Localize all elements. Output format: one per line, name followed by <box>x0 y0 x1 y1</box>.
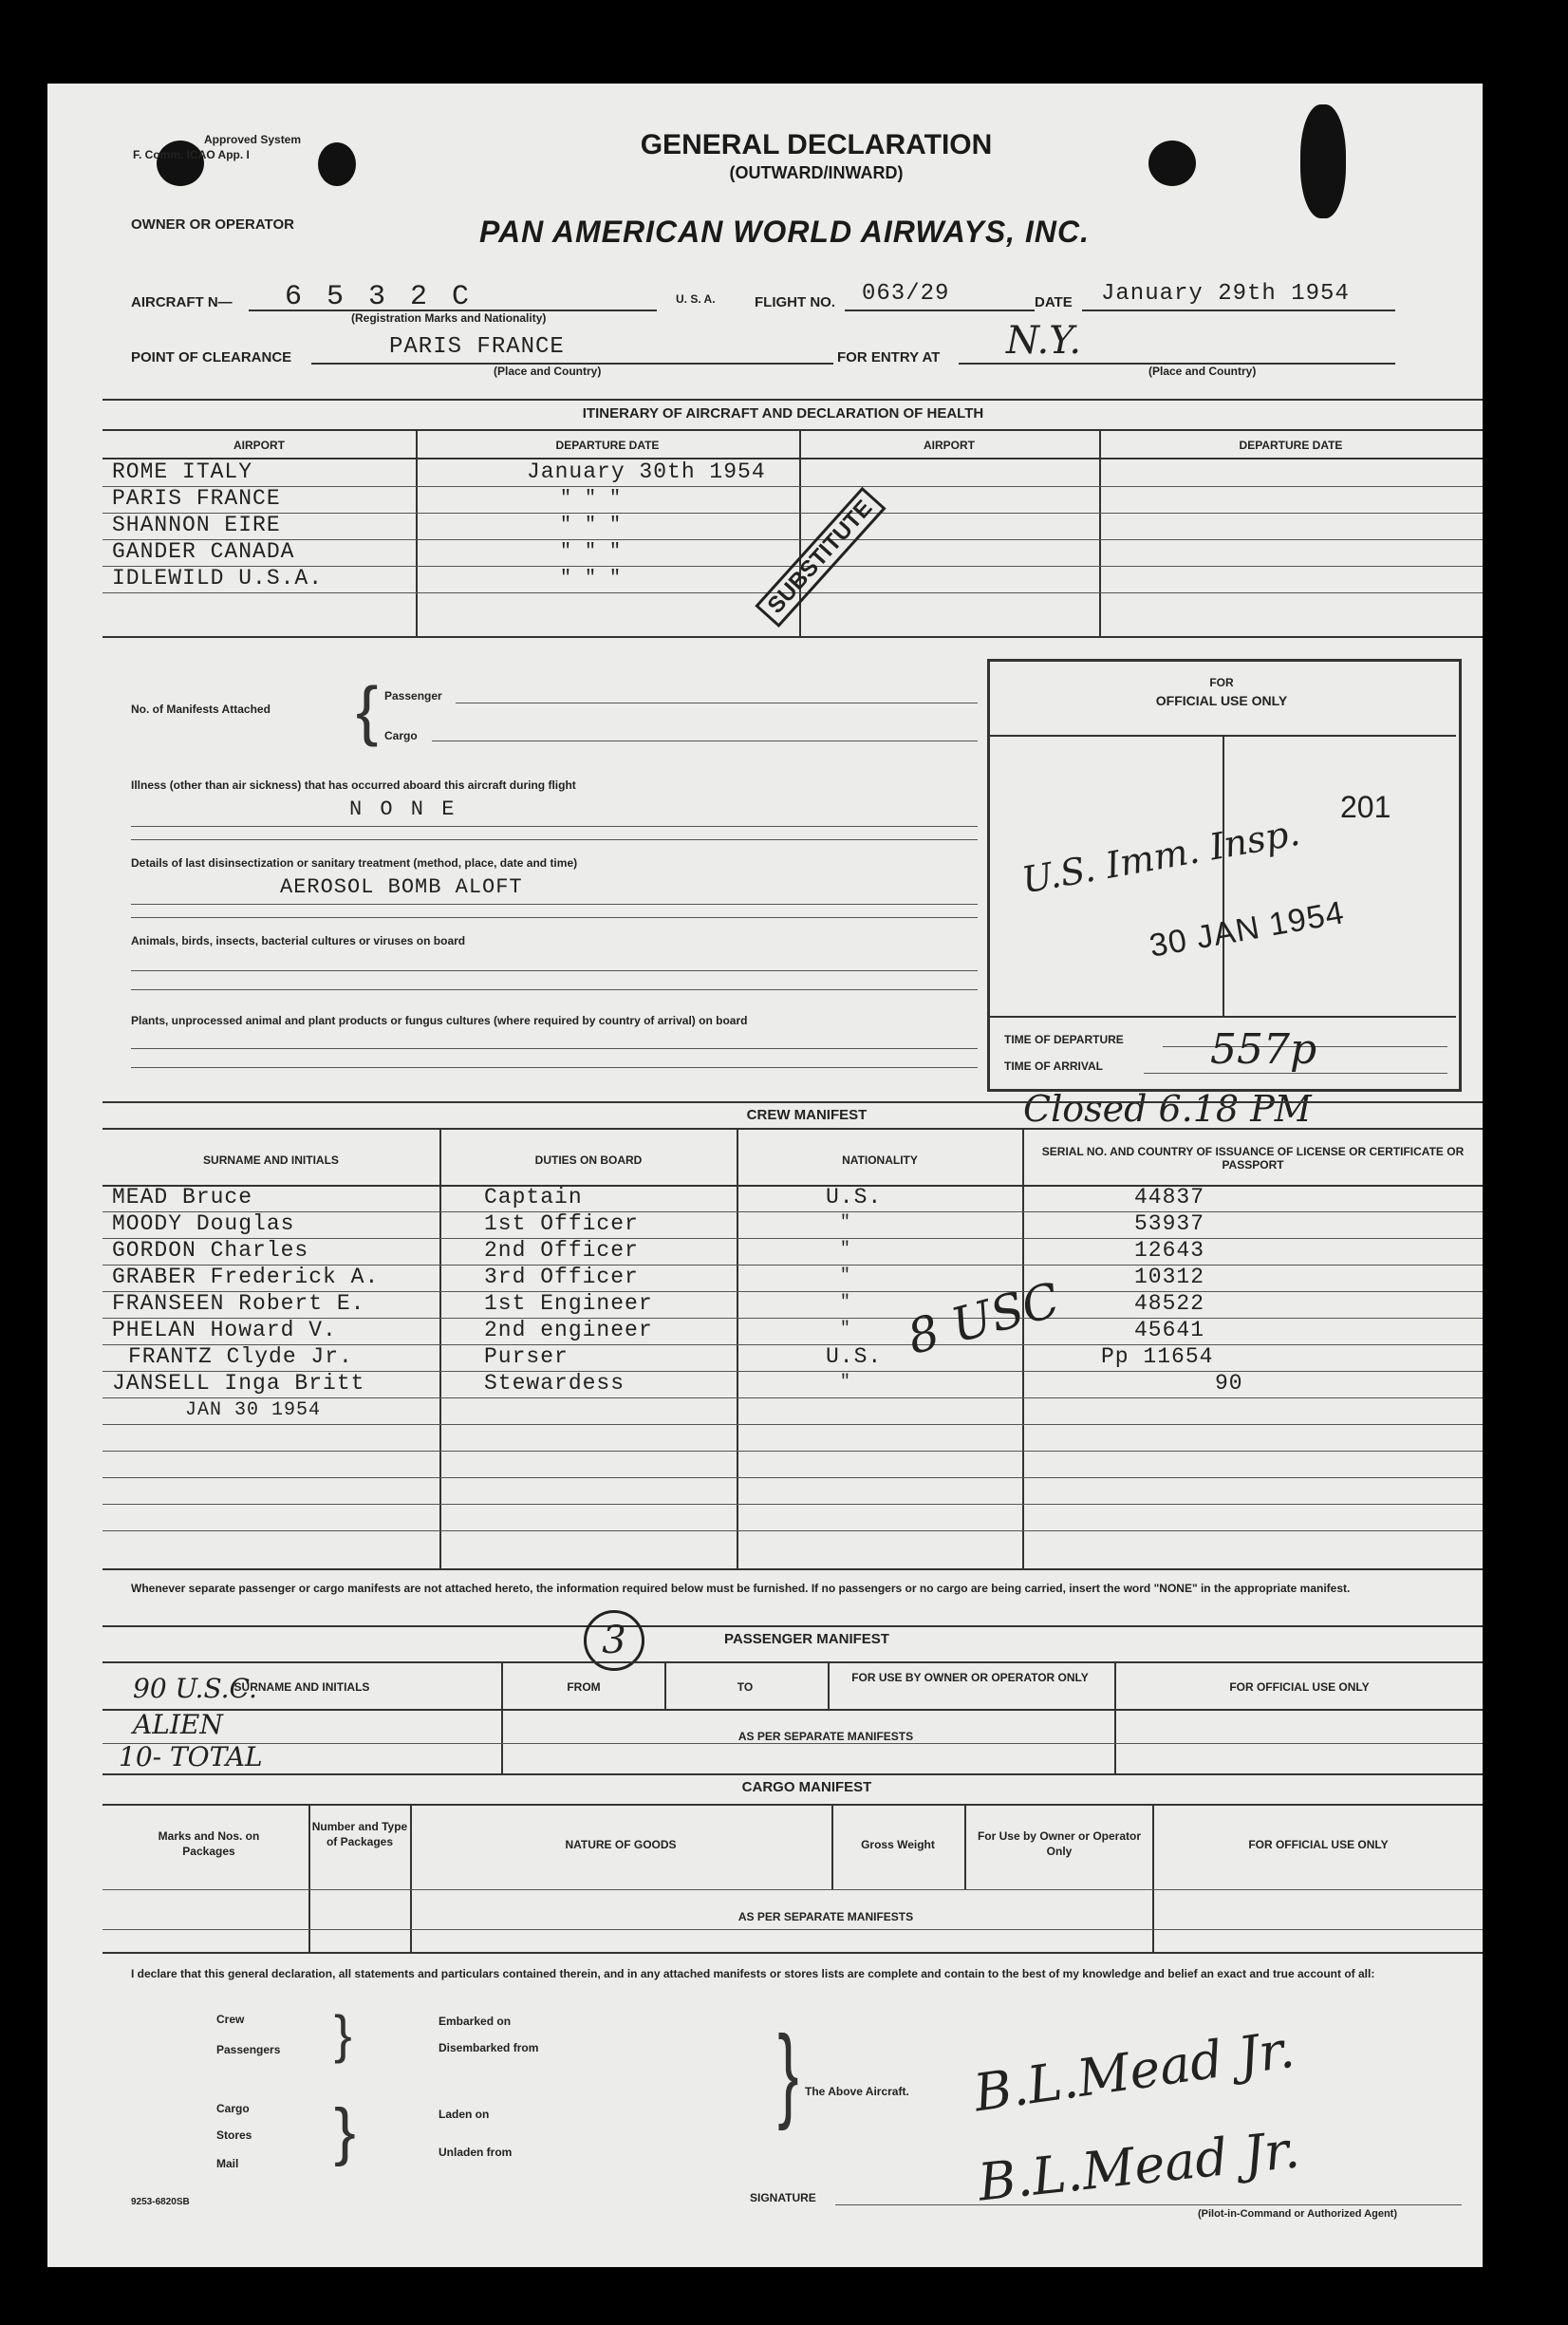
itinerary-col-date-1: DEPARTURE DATE <box>555 439 660 452</box>
crew-name-7: FRANTZ Clyde Jr. <box>128 1344 353 1369</box>
usa-label: U. S. A. <box>676 292 716 306</box>
declaration-laden: Laden on <box>439 2108 490 2121</box>
binder-hole-mid <box>318 142 356 186</box>
date-value: January 29th 1954 <box>1101 281 1350 307</box>
passenger-col-surname: SURNAME AND INITIALS <box>233 1680 370 1694</box>
crew-nationality-8: " <box>840 1373 851 1392</box>
passenger-hand-line-2: ALIEN <box>133 1709 223 1740</box>
crew-duty-2: 1st Officer <box>484 1211 639 1236</box>
declaration-stores: Stores <box>216 2128 252 2142</box>
passenger-hand-line-1: 90 U.S.C. <box>133 1673 257 1704</box>
declaration-cargo: Cargo <box>216 2102 250 2115</box>
official-number: 201 <box>1340 790 1391 824</box>
passenger-circled-count: 3 <box>584 1610 644 1671</box>
crew-name-6: PHELAN Howard V. <box>112 1318 337 1342</box>
crew-nationality-7: U.S. <box>826 1344 883 1369</box>
cargo-col-marks: Marks and Nos. on Packages <box>158 1829 260 1858</box>
cargo-col-goods: NATURE OF GOODS <box>565 1838 677 1851</box>
crew-duty-5: 1st Engineer <box>484 1291 653 1316</box>
entry-caption: (Place and Country) <box>1148 365 1257 378</box>
signature-label: SIGNATURE <box>750 2191 816 2204</box>
binder-hole-right <box>1148 141 1196 186</box>
itinerary-date-3: " " " <box>560 515 623 536</box>
crew-duty-1: Captain <box>484 1185 583 1209</box>
itinerary-date-5: " " " <box>560 568 623 590</box>
declaration-above-aircraft: The Above Aircraft. <box>805 2085 909 2098</box>
cargo-col-official-use: FOR OFFICIAL USE ONLY <box>1248 1838 1389 1851</box>
declaration-text: I declare that this general declaration, all statements and particulars contained therein, and in any attached manifests or stores lists are complete and contain to the best of my knowledge and belief an exact and true account of all: <box>131 1967 1375 1980</box>
document-scan: Approved System F. Comm. ICAO App. I GENERAL DECLARATION (OUTWARD/INWARD) OWNER OR OPERATOR PAN AMERICAN WORLD AIRWAYS, INC. AIRCRAFT N— 6 5 3 2 C (Registration Marks and Nationality) U. S. A. FLIGHT NO. 063/29 DATE January 29th 1954 POINT OF CLEARANCE PARIS FRANCE (Place and Country) FOR ENTRY AT N.Y. (Place and Country) ITINERARY OF AIRCRAFT AND DECLARATION OF HEALTH AIRPORT DEPARTURE DATE AIRPORT DEPARTURE DATE ROME ITALY January 30th 1954 PARIS FRANCE " " " SHANNON EIRE " " " GANDER CANADA " " " IDLEWILD U.S.A. " " " SUBSTITUTE No. of Manifests Attached { Passenger Cargo Illness (other than air sickness) that has occurred aboard this aircraft during flight N O N E Details of last disinsectization or sanitary treatment (method, place, date and time) AEROSOL BOMB ALOFT Animals, birds, insects, bacterial cultures or viruses on board Plants, unprocessed animal and plant products or fungus cultures (where required by country of arrival) on board FOR OFFICIAL USE ONLY 201 U.S. Imm. Insp. 30 JAN 1954 TIME OF DEPARTURE TIME OF ARRIVAL 557p Closed 6.18 PM CREW MANIFEST SURNAME AND INITIALS DUTIES ON BOARD NATIONALITY SERIAL NO. AND COUNTRY OF ISSUANCE OF LICENSE OR CERTIFICATE OR PASSPORT MEAD Bruce Captain U.S. 44837 MOODY Douglas 1st Officer " 53937 GORDON Charles 2nd Officer " 12643 GRABER Frederick A. 3rd Officer " 10312 FRANSEEN Robert E. 1st Engineer " 48522 PHELAN Howard V. 2nd engineer " 45641 FRANTZ Clyde Jr. Purser U.S. Pp 11654 JANSELL Inga Britt Stewardess " 90 JAN 30 1954 8 USC Whenever separate passenger or cargo manifests are not attached hereto, the information required below must be furnished. If no passengers or no cargo are being carried, insert the word "NONE" in the appropriate manifest. PASSENGER MANIFEST 3 SURNAME AND INITIALS FROM TO FOR USE BY OWNER OR OPERATOR ONLY FOR OFFICIAL USE ONLY AS PER SEPARATE MANIFESTS 90 U.S.C. ALIEN 10- TOTAL CARGO MANIFEST Marks and Nos. on Packages Number and Type of Packages NATURE OF GOODS Gross Weight For Use by Owner or Operator Only FOR OFFICIAL USE ONLY AS PER SEPARATE MANIFESTS I declare that this general declaration, all statements and particulars contained therein, and in any attached manifests or stores lists are complete and contain to the best of my knowledge and belief an exact and true account of all: Crew Passengers } Embarked on Disembarked from Cargo Stores Mail } Laden on Unladen from } The Above Aircraft. B.L.Mead Jr. B.L.Mead Jr. SIGNATURE 9253-6820SB (Pilot-in-Command or Authorized Agent) <box>0 0 1568 2325</box>
manifest-notice: Whenever separate passenger or cargo manifests are not attached hereto, the information required below must be furnished. If no passengers or no cargo are being carried, insert the word "NONE" in the appropriate manifest. <box>131 1582 1351 1595</box>
passenger-col-to: TO <box>737 1680 754 1694</box>
itinerary-date-1: January 30th 1954 <box>527 459 766 484</box>
passenger-col-from: FROM <box>567 1680 601 1694</box>
crew-col-surname: SURNAME AND INITIALS <box>203 1153 339 1167</box>
aircraft-caption: (Registration Marks and Nationality) <box>351 311 547 325</box>
animals-label: Animals, birds, insects, bacterial cultures or viruses on board <box>131 934 466 947</box>
crew-serial-5: 48522 <box>1134 1291 1205 1316</box>
passenger-col-official-use: FOR OFFICIAL USE ONLY <box>1229 1680 1370 1694</box>
illness-label: Illness (other than air sickness) that has occurred aboard this aircraft during flight <box>131 778 576 792</box>
cargo-col-packages: Number and Type of Packages <box>311 1820 408 1848</box>
crew-nationality-6: " <box>840 1320 851 1339</box>
itinerary-col-airport-2: AIRPORT <box>924 439 975 452</box>
cargo-col-owner-use: For Use by Owner or Operator Only <box>977 1829 1142 1858</box>
itinerary-date-4: " " " <box>560 541 623 563</box>
declaration-crew: Crew <box>216 2013 245 2026</box>
signature-caption: (Pilot-in-Command or Authorized Agent) <box>1198 2208 1397 2220</box>
crew-nationality-4: " <box>840 1266 851 1285</box>
flight-no-label: FLIGHT NO. <box>755 294 835 310</box>
declaration-unladen: Unladen from <box>439 2146 513 2159</box>
crew-serial-7: Pp 11654 <box>1101 1344 1214 1369</box>
date-label: DATE <box>1035 294 1073 310</box>
crew-duty-8: Stewardess <box>484 1371 625 1396</box>
aircraft-label: AIRCRAFT N— <box>131 294 233 310</box>
time-of-arrival-label: TIME OF ARRIVAL <box>1004 1059 1103 1073</box>
manifest-passenger-label: Passenger <box>384 689 442 703</box>
passenger-manifest-title: PASSENGER MANIFEST <box>724 1631 889 1647</box>
declaration-mail: Mail <box>216 2157 239 2170</box>
passenger-hand-line-3: 10- TOTAL <box>119 1741 263 1772</box>
captain-signature-1: B.L.Mead Jr. <box>970 2018 1298 2124</box>
crew-nationality-5: " <box>840 1293 851 1312</box>
binder-hole-far-right <box>1300 104 1346 218</box>
time-of-departure-label: TIME OF DEPARTURE <box>1004 1033 1124 1046</box>
footer-code: 9253-6820SB <box>131 2197 190 2207</box>
itinerary-airport-2: PARIS FRANCE <box>112 486 281 511</box>
arrival-time-value: 557p <box>1210 1025 1317 1074</box>
declaration-embarked: Embarked on <box>439 2015 512 2028</box>
passenger-col-owner-use: FOR USE BY OWNER OR OPERATOR ONLY <box>851 1671 1089 1684</box>
entry-at-label: FOR ENTRY AT <box>837 349 941 366</box>
plants-label: Plants, unprocessed animal and plant products or fungus cultures (where required by country of arrival) on board <box>131 1014 748 1027</box>
crew-duty-7: Purser <box>484 1344 569 1369</box>
operator-value: PAN AMERICAN WORLD AIRWAYS, INC. <box>479 215 1090 249</box>
inspector-signature: U.S. Imm. Insp. <box>1018 811 1303 902</box>
crew-serial-1: 44837 <box>1134 1185 1205 1209</box>
disinsect-value: AEROSOL BOMB ALOFT <box>280 875 523 899</box>
itinerary-airport-1: ROME ITALY <box>112 459 253 484</box>
clearance-caption: (Place and Country) <box>494 365 602 378</box>
crew-received-stamp: JAN 30 1954 <box>185 1399 322 1421</box>
crew-name-5: FRANSEEN Robert E. <box>112 1291 365 1316</box>
inspection-date-stamp: 30 JAN 1954 <box>1147 894 1348 965</box>
official-title-line1: FOR <box>1209 676 1234 689</box>
cargo-separate-note: AS PER SEPARATE MANIFESTS <box>737 1910 914 1923</box>
approved-system-line1: Approved System <box>204 133 302 146</box>
page-title: GENERAL DECLARATION <box>640 129 993 160</box>
cargo-manifest-title: CARGO MANIFEST <box>741 1779 872 1795</box>
crew-nationality-3: " <box>840 1240 851 1259</box>
itinerary-date-2: " " " <box>560 488 623 510</box>
closed-note: Closed 6.18 PM <box>1023 1088 1312 1130</box>
crew-duty-6: 2nd engineer <box>484 1318 653 1342</box>
declaration-passengers: Passengers <box>216 2043 281 2056</box>
passenger-separate-note: AS PER SEPARATE MANIFESTS <box>737 1730 914 1743</box>
manifest-cargo-label: Cargo <box>384 729 418 742</box>
crew-duty-4: 3rd Officer <box>484 1265 639 1289</box>
crew-col-serial: SERIAL NO. AND COUNTRY OF ISSUANCE OF LICENSE OR CERTIFICATE OR PASSPORT <box>1041 1145 1465 1172</box>
crew-serial-4: 10312 <box>1134 1265 1205 1289</box>
crew-name-2: MOODY Douglas <box>112 1211 295 1236</box>
itinerary-col-airport-1: AIRPORT <box>233 439 285 452</box>
crew-name-3: GORDON Charles <box>112 1238 309 1263</box>
crew-hand-note: 8 USC <box>902 1271 1066 1366</box>
itinerary-airport-3: SHANNON EIRE <box>112 513 281 537</box>
crew-serial-2: 53937 <box>1134 1211 1205 1236</box>
approved-system-line2: F. Comm. ICAO App. I <box>133 148 250 161</box>
itinerary-airport-4: GANDER CANADA <box>112 539 295 564</box>
illness-value: N O N E <box>349 797 457 821</box>
substitute-stamp: SUBSTITUTE <box>755 487 886 628</box>
crew-name-1: MEAD Bruce <box>112 1185 253 1209</box>
flight-no-value: 063/29 <box>862 281 950 307</box>
crew-serial-6: 45641 <box>1134 1318 1205 1342</box>
crew-col-nationality: NATIONALITY <box>842 1153 918 1167</box>
disinsect-label: Details of last disinsectization or sanitary treatment (method, place, date and time) <box>131 856 578 870</box>
crew-nationality-2: " <box>840 1213 851 1232</box>
crew-manifest-title: CREW MANIFEST <box>746 1107 868 1123</box>
crew-serial-8: 90 <box>1215 1371 1243 1396</box>
crew-name-8: JANSELL Inga Britt <box>112 1371 365 1396</box>
itinerary-airport-5: IDLEWILD U.S.A. <box>112 566 324 591</box>
crew-duty-3: 2nd Officer <box>484 1238 639 1263</box>
crew-col-duties: DUTIES ON BOARD <box>534 1153 643 1167</box>
crew-name-4: GRABER Frederick A. <box>112 1265 380 1289</box>
crew-nationality-1: U.S. <box>826 1185 883 1209</box>
declaration-disembarked: Disembarked from <box>439 2041 539 2054</box>
page-subtitle: (OUTWARD/INWARD) <box>729 163 904 182</box>
entry-at-value: N.Y. <box>1006 319 1082 363</box>
crew-serial-3: 12643 <box>1134 1238 1205 1263</box>
itinerary-col-date-2: DEPARTURE DATE <box>1239 439 1343 452</box>
manifests-attached-label: No. of Manifests Attached <box>131 703 271 716</box>
point-of-clearance-value: PARIS FRANCE <box>389 334 565 360</box>
point-of-clearance-label: POINT OF CLEARANCE <box>131 349 292 366</box>
aircraft-value: 6 5 3 2 C <box>285 281 474 313</box>
owner-operator-label: OWNER OR OPERATOR <box>131 216 294 233</box>
itinerary-title: ITINERARY OF AIRCRAFT AND DECLARATION OF HEALTH <box>582 405 984 422</box>
official-title-line2: OFFICIAL USE ONLY <box>1155 693 1288 708</box>
cargo-col-weight: Gross Weight <box>861 1838 935 1851</box>
captain-signature-2: B.L.Mead Jr. <box>975 2119 1303 2213</box>
